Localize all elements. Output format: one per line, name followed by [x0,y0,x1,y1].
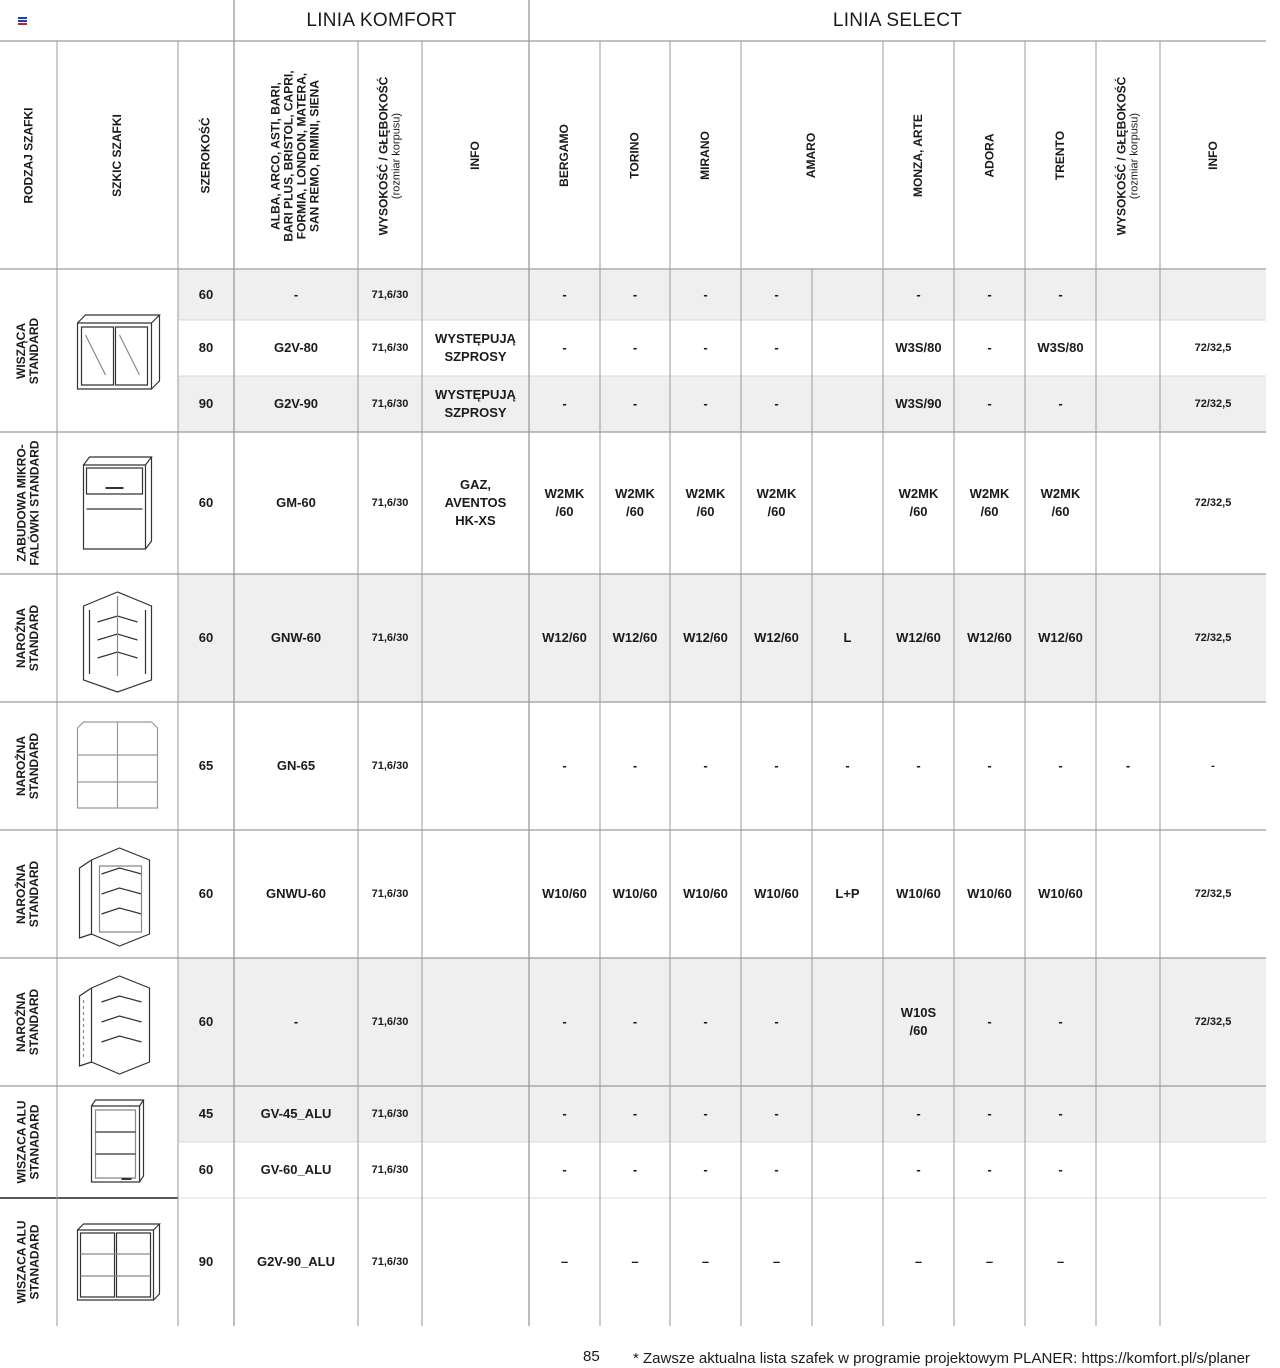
cell-w: 60 [198,495,214,510]
corner-cabinet-glass-icon [57,958,178,1086]
header-label: MIRANO [697,131,712,180]
cabinet-type-label: ZABUDOWA MIKRO- FALÓWKI STANDARD [14,440,42,566]
header-bergamo [529,42,600,269]
cell-ber: – [560,1254,569,1269]
glass-wide-cabinet-icon [57,1198,178,1326]
cell-ws [1096,1086,1160,1142]
cell-ik: WYSTĘPUJĄ SZPROSY [435,331,516,364]
cell-mir: - [703,1162,708,1177]
cell-kom: G2V-80 [273,340,319,355]
cell-ws [1096,574,1160,702]
cell-ik [422,958,529,1086]
cell-ber: W2MK /60 [544,486,585,519]
cell-ama: W12/60 [754,630,799,645]
cell-tor: – [631,1254,639,1269]
cell-w: 60 [198,886,214,901]
header-amaro [741,42,883,269]
header-torino [600,42,670,269]
header-info-select [1160,42,1266,269]
cell-ik [422,830,529,958]
cell-is: - [1211,760,1215,772]
cell-tor: - [632,758,638,773]
cell-mon: W12/60 [896,630,941,645]
cell-ws [1096,1198,1160,1326]
cell-tor: W2MK /60 [615,486,655,519]
cell-mir: - [703,396,708,411]
cell-ama: - [774,287,779,302]
header-label: SZEROKOŚĆ [198,117,213,194]
cell-tre: W10/60 [1038,886,1083,901]
cell-ado: - [987,287,992,302]
header-trento [1025,42,1096,269]
cell-w: 45 [198,1106,214,1121]
cell-is: 72/32,5 [1194,1016,1232,1028]
cell-ama2: L [843,630,852,645]
cell-mir: - [703,1014,708,1029]
cell-kom: - [293,1014,299,1029]
cell-ama2 [812,376,883,432]
cell-mon: - [916,758,921,773]
cell-ik [422,1086,529,1142]
cell-tre: - [1058,396,1063,411]
cell-mir: - [703,340,708,355]
header-label: BERGAMO [556,124,571,187]
cell-is: 72/32,5 [1194,497,1232,509]
cell-ama: - [774,1106,779,1121]
cell-ado: - [987,1106,992,1121]
header-sublabel: (rozmiar korpusu) [390,112,402,199]
cabinet-type-label: NAROŻNA STANDARD [14,988,42,1056]
cell-mon: W2MK /60 [898,486,939,519]
cell-is [1160,1142,1266,1198]
cell-kom: GNWU-60 [266,886,326,901]
cabinet-type-label: NAROŻNA STANDARD [14,732,42,800]
cell-ama: - [774,758,779,773]
cell-mir: W10/60 [683,886,728,901]
cell-mon: W3S/80 [895,340,942,355]
cell-ama: - [774,1014,779,1029]
cell-is: 72/32,5 [1194,398,1232,410]
cell-mon: - [916,287,921,302]
group-linia-select: LINIA SELECT [832,9,963,31]
cell-kom: G2V-90_ALU [256,1254,336,1269]
cell-tre: W12/60 [1038,630,1083,645]
cell-wk: 71,6/30 [371,1016,409,1028]
cell-ws [1096,830,1160,958]
open-shelf-cabinet-icon [57,1086,178,1198]
cell-ik [422,1198,529,1326]
cell-w: 90 [198,396,214,411]
cell-ber: - [562,396,567,411]
microwave-cabinet-icon [57,432,178,574]
glass-double-cabinet-icon [57,270,178,432]
cabinet-type-label: WISZACA ALU STANADARD [14,1220,42,1304]
cell-ado: - [987,1014,992,1029]
page-number: 85 [583,1348,600,1365]
cell-ado: - [987,758,992,773]
header-rodzaj [0,42,57,269]
header-label: TORINO [627,132,642,179]
cell-tre: - [1058,287,1063,302]
cell-ama2 [812,1142,883,1198]
cell-ama: - [774,1162,779,1177]
cell-w: 60 [198,630,214,645]
cell-mir: - [703,287,708,302]
cell-ber: - [562,287,567,302]
cell-tre: - [1058,1014,1063,1029]
cell-kom: GNW-60 [270,630,322,645]
cell-mir: W12/60 [683,630,728,645]
cell-ado: - [987,396,992,411]
header-label: SZKIC SZAFKI [109,114,124,197]
cell-tor: - [632,287,638,302]
cabinet-type-label: WISZACA ALU STANADARD [14,1100,42,1184]
cell-wk: 71,6/30 [371,342,409,354]
cell-ik: WYSTĘPUJĄ SZPROSY [435,387,516,420]
header-label: WYSOKOŚĆ / GŁĘBOKOŚĆ [1114,76,1128,235]
header-adora [954,42,1025,269]
cell-ber: W12/60 [542,630,587,645]
cell-ws [1096,958,1160,1086]
cell-tre: - [1058,1162,1063,1177]
cell-w: 60 [198,287,214,302]
header-sublabel: (rozmiar korpusu) [1128,112,1140,199]
header-label: MONZA, ARTE [911,114,926,197]
cell-tor: - [632,396,638,411]
cell-wk: 71,6/30 [371,1108,409,1120]
cell-mon: – [914,1254,923,1269]
cell-tre: W2MK /60 [1040,486,1081,519]
cell-wk: 71,6/30 [371,760,409,772]
cell-is [1160,270,1266,320]
cell-tre: - [1058,1106,1063,1121]
cell-ama: – [772,1254,781,1269]
cell-ber: - [562,1014,567,1029]
cell-ws [1096,376,1160,432]
corner-cabinet-door-icon [57,830,178,958]
cell-ber: - [562,1162,567,1177]
cell-mon: W10/60 [896,886,941,901]
cell-tor: - [632,1014,638,1029]
cell-ama: W2MK /60 [756,486,797,519]
cell-ado: W12/60 [967,630,1012,645]
cell-ik: GAZ, AVENTOS HK-XS [444,477,507,528]
cell-ama2 [812,432,883,574]
cell-tor: - [632,340,638,355]
cell-w: 80 [198,340,214,355]
cell-tor: - [632,1106,638,1121]
header-szkic [57,42,178,269]
cell-tre: – [1056,1254,1065,1269]
cell-tor: - [632,1162,638,1177]
cell-wk: 71,6/30 [371,1256,409,1268]
header-wys-select [1096,42,1160,269]
cell-kom: - [293,287,299,302]
cell-ama: - [774,396,779,411]
cell-ber: - [562,1106,567,1121]
header-label: WYSOKOŚĆ / GŁĘBOKOŚĆ [376,76,390,235]
cell-is [1160,1086,1266,1142]
cell-ado: - [987,340,992,355]
cell-mon: W10S /60 [900,1005,937,1038]
cell-ado: W2MK /60 [969,486,1010,519]
header-label: RODZAJ SZAFKI [21,107,35,204]
header-wys-komfort [358,42,422,269]
cell-w: 60 [198,1162,214,1177]
cell-mir: – [701,1254,710,1269]
cell-ama2 [812,958,883,1086]
header-szerokosc [178,42,234,269]
cell-ama2: L+P [835,886,860,901]
cell-ama2 [812,1198,883,1326]
cell-is: 72/32,5 [1194,342,1232,354]
cell-ama: - [774,340,779,355]
header-label: INFO [1205,141,1220,170]
cell-w: 65 [198,758,214,773]
header-label: AMARO [804,132,819,179]
cell-ber: W10/60 [542,886,587,901]
cell-tre: W3S/80 [1037,340,1084,355]
cell-ik [422,574,529,702]
header-label: TRENTO [1053,130,1067,181]
header-mirano [670,42,741,269]
corner-cabinet-open-icon [57,574,178,702]
cell-ama2 [812,320,883,376]
cell-kom: GM-60 [276,495,316,510]
cell-ama2: - [845,758,850,773]
header-info-komfort [422,42,529,269]
cell-ws [1096,270,1160,320]
cell-is [1160,1198,1266,1326]
cell-ama2 [812,1086,883,1142]
footer-note: * Zawsze aktualna lista szafek w programie projektowym PLANER: https://komfort.pl/s/planer [633,1350,1250,1367]
cell-tor: W10/60 [612,886,658,901]
cabinet-type-label: NAROŻNA STANDARD [14,604,42,672]
cell-ws [1096,1142,1160,1198]
cell-wk: 71,6/30 [371,888,409,900]
cell-wk: 71,6/30 [371,398,409,410]
cell-ws [1096,432,1160,574]
header-label: ADORA [982,133,996,178]
cell-ik [422,1142,529,1198]
cell-ik [422,702,529,830]
cabinet-type-label: NAROŻNA STANDARD [14,860,42,928]
cell-wk: 71,6/30 [371,632,409,644]
cell-ama2 [812,270,883,320]
cell-mon: - [916,1162,921,1177]
corner-cabinet-flat-icon [57,702,178,830]
cell-ik [422,270,529,320]
cell-is: 72/32,5 [1194,632,1232,644]
cell-wk: 71,6/30 [371,289,409,301]
cell-tre: - [1058,758,1063,773]
header-monza [883,42,954,269]
header-label: ALBA, ARCO, ASTI, BARI, BARI PLUS, BRISTOL, CAPRI, FORMIA, LONDON, MATERA, SAN REMO, RIMINI, SIENA [269,69,322,242]
cabinet-type-label: WISZĄCA STANDARD [14,317,42,385]
cell-ado: – [985,1254,994,1269]
cell-w: 60 [198,1014,214,1029]
cell-kom: GV-45_ALU [260,1106,332,1121]
group-linia-komfort: LINIA KOMFORT [306,9,457,31]
cell-ws: - [1125,758,1131,773]
cell-kom: GV-60_ALU [260,1162,332,1177]
cell-ado: - [987,1162,992,1177]
cell-ama: W10/60 [754,886,799,901]
cell-mir: W2MK /60 [685,486,726,519]
cell-ber: - [562,758,567,773]
cell-w: 90 [198,1254,214,1269]
cell-wk: 71,6/30 [371,1164,409,1176]
cell-ado: W10/60 [967,886,1012,901]
cell-kom: G2V-90 [273,396,319,411]
cell-tor: W12/60 [612,630,658,645]
cell-is: 72/32,5 [1194,888,1232,900]
cell-mir: - [703,758,708,773]
cell-mir: - [703,1106,708,1121]
cell-kom: GN-65 [276,758,316,773]
cell-wk: 71,6/30 [371,497,409,509]
header-label: INFO [467,141,482,170]
cell-ws [1096,320,1160,376]
cell-ber: - [562,340,567,355]
header-fronty [234,42,358,269]
cell-mon: - [916,1106,921,1121]
cell-mon: W3S/90 [895,396,942,411]
